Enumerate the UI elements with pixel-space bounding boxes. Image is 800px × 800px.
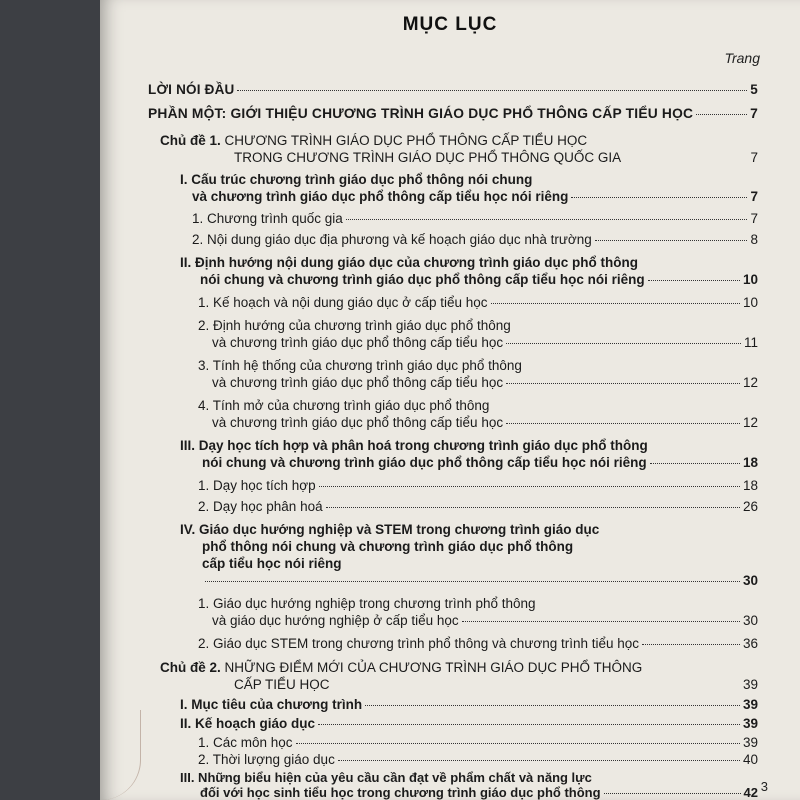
- leader-dots: [365, 705, 740, 706]
- leader-dots: [338, 760, 740, 761]
- toc-entry-title: 2. Giáo dục STEM trong chương trình phổ thông và chương trình tiểu học: [198, 636, 640, 651]
- toc-entry-title: 2. Dạy học phân hoá: [198, 499, 323, 514]
- toc-entry-page: 12: [742, 375, 758, 390]
- toc-entry-title: II. Kế hoạch giáo dục: [180, 716, 316, 731]
- toc-entry-title-line: 2. Định hướng của chương trình giáo dục phổ thông: [198, 318, 511, 333]
- leader-dots: [205, 581, 740, 582]
- toc-entry-title: 2. Thời lượng giáo dục: [198, 752, 335, 767]
- page-column-label: Trang: [724, 50, 760, 66]
- toc-entry-title-line: phổ thông nói chung và chương trình giáo dục phổ thông: [202, 539, 574, 554]
- toc-entry[interactable]: [212, 335, 758, 350]
- toc-entry-page: 18: [742, 455, 758, 470]
- table-of-contents: [100, 0, 800, 800]
- toc-entry-page: 36: [742, 636, 758, 651]
- toc-entry[interactable]: [180, 697, 758, 712]
- toc-entry-title: CẤP TIỂU HỌC: [234, 677, 330, 692]
- leader-dots: [595, 240, 748, 241]
- topic-title-line: NHỮNG ĐIỂM MỚI CỦA CHƯƠNG TRÌNH GIÁO DỤC PHỔ THÔNG: [224, 660, 643, 675]
- toc-entry-title-line: IV. Giáo dục hướng nghiệp và STEM trong chương trình giáo dục: [180, 522, 600, 537]
- toc-entry-page: 39: [742, 716, 758, 731]
- topic-title-line: CHƯƠNG TRÌNH GIÁO DỤC PHỔ THÔNG CẤP TIỂU HỌC: [224, 133, 588, 148]
- toc-entry-title: và chương trình giáo dục phổ thông cấp tiểu học nói riêng: [192, 189, 569, 204]
- toc-entry-title: nói chung và chương trình giáo dục phổ thông cấp tiểu học nói riêng: [202, 455, 647, 470]
- toc-entry-page: 40: [742, 752, 758, 767]
- toc-entry-page: 26: [742, 499, 758, 514]
- toc-entry[interactable]: [212, 375, 758, 390]
- toc-entry-title-line: III. Dạy học tích hợp và phân hoá trong chương trình giáo dục phổ thông: [180, 438, 648, 453]
- page-title: MỤC LỤC: [402, 14, 498, 35]
- toc-entry-title: nói chung và chương trình giáo dục phổ thông cấp tiểu học nói riêng: [200, 272, 645, 287]
- toc-entry-page: 7: [750, 106, 758, 121]
- toc-entry-title-line: cấp tiểu học nói riêng: [202, 556, 342, 571]
- toc-entry[interactable]: [198, 478, 758, 493]
- leader-dots: [642, 644, 740, 645]
- toc-entry-title-line: II. Định hướng nội dung giáo dục của chương trình giáo dục phổ thông: [180, 255, 638, 270]
- toc-entry-title: và chương trình giáo dục phổ thông cấp tiểu học: [212, 415, 504, 430]
- toc-entry[interactable]: [200, 272, 758, 287]
- toc-entry[interactable]: [148, 82, 758, 97]
- leader-dots: [491, 303, 740, 304]
- toc-entry-page: 42: [743, 785, 758, 800]
- toc-entry-page: 30: [742, 573, 758, 588]
- toc-entry-title-line: 4. Tính mở của chương trình giáo dục phổ thông: [198, 398, 490, 413]
- toc-entry[interactable]: [212, 415, 758, 430]
- leader-dots: [237, 90, 747, 91]
- toc-entry[interactable]: [180, 716, 758, 731]
- toc-entry-title: I. Mục tiêu của chương trình: [180, 697, 363, 712]
- toc-entry-title-line: 3. Tính hệ thống của chương trình giáo dục phổ thông: [198, 358, 522, 373]
- toc-entry-page: 10: [742, 272, 758, 287]
- toc-entry-title-line: I. Cấu trúc chương trình giáo dục phổ thông nói chung: [180, 172, 533, 187]
- toc-entry-page: 12: [742, 415, 758, 430]
- toc-entry[interactable]: [234, 150, 758, 165]
- toc-entry-title: và chương trình giáo dục phổ thông cấp tiểu học: [212, 375, 504, 390]
- toc-entry[interactable]: [198, 735, 758, 750]
- leader-dots: [648, 280, 740, 281]
- topic-label: Chủ đề 1.: [160, 133, 221, 148]
- leader-dots: [696, 114, 747, 115]
- toc-entry-page: 7: [750, 150, 758, 165]
- toc-entry[interactable]: [198, 295, 758, 310]
- toc-entry-title: 1. Các môn học: [198, 735, 293, 750]
- toc-entry[interactable]: [212, 613, 758, 628]
- leader-dots: [326, 507, 740, 508]
- toc-entry[interactable]: [200, 785, 758, 800]
- leader-dots: [296, 743, 740, 744]
- toc-entry-page: 39: [742, 735, 758, 750]
- toc-entry[interactable]: [148, 106, 758, 121]
- leader-dots: [318, 724, 740, 725]
- page-number: 3: [760, 779, 768, 794]
- toc-entry-title: 1. Dạy học tích hợp: [198, 478, 316, 493]
- toc-entry-title: đối với học sinh tiểu học trong chương trình giáo dục phổ thông: [200, 785, 601, 800]
- leader-dots: [571, 197, 747, 198]
- toc-entry-title-line: [160, 660, 642, 675]
- leader-dots: [506, 343, 741, 344]
- topic-label: Chủ đề 2.: [160, 660, 221, 675]
- toc-entry-title: và giáo dục hướng nghiệp ở cấp tiểu học: [212, 613, 459, 628]
- toc-entry[interactable]: [192, 232, 758, 247]
- toc-entry-title-line: III. Những biểu hiện của yêu cầu cần đạt về phẩm chất và năng lực: [180, 770, 592, 785]
- toc-entry[interactable]: [198, 636, 758, 651]
- leader-dots: [346, 219, 748, 220]
- toc-entry-title: LỜI NÓI ĐẦU: [148, 82, 235, 97]
- leader-dots: [506, 423, 740, 424]
- toc-entry[interactable]: [192, 211, 758, 226]
- toc-entry[interactable]: [192, 189, 758, 204]
- toc-entry-page: 8: [750, 232, 758, 247]
- toc-entry-page: 7: [750, 211, 758, 226]
- toc-entry[interactable]: [202, 573, 758, 588]
- leader-dots: [604, 793, 741, 794]
- toc-entry-title: TRONG CHƯƠNG TRÌNH GIÁO DỤC PHỔ THÔNG QUỐC GIA: [234, 150, 622, 165]
- toc-entry[interactable]: [202, 455, 758, 470]
- leader-dots: [319, 486, 740, 487]
- toc-entry[interactable]: [234, 677, 758, 692]
- toc-entry-page: 39: [742, 677, 758, 692]
- toc-entry-title-line: [160, 133, 587, 148]
- leader-dots: [462, 621, 740, 622]
- toc-entry-title: 1. Kế hoạch và nội dung giáo dục ở cấp tiểu học: [198, 295, 488, 310]
- toc-entry-title: PHẦN MỘT: GIỚI THIỆU CHƯƠNG TRÌNH GIÁO DỤC PHỔ THÔNG CẤP TIỂU HỌC: [148, 106, 694, 121]
- toc-entry-page: 11: [743, 335, 758, 350]
- toc-entry-page: 39: [742, 697, 758, 712]
- toc-entry[interactable]: [198, 499, 758, 514]
- toc-entry-page: 30: [742, 613, 758, 628]
- toc-entry-title: và chương trình giáo dục phổ thông cấp tiểu học: [212, 335, 504, 350]
- toc-entry-page: 5: [750, 82, 758, 97]
- book-page: [100, 0, 800, 800]
- toc-entry[interactable]: [198, 752, 758, 767]
- toc-entry-title: 2. Nội dung giáo dục địa phương và kế hoạch giáo dục nhà trường: [192, 232, 592, 247]
- toc-entry-page: 18: [742, 478, 758, 493]
- toc-entry-title-line: 1. Giáo dục hướng nghiệp trong chương trình phổ thông: [198, 596, 536, 611]
- leader-dots: [650, 463, 740, 464]
- toc-entry-page: 7: [750, 189, 758, 204]
- leader-dots: [506, 383, 740, 384]
- toc-entry-page: 10: [742, 295, 758, 310]
- toc-entry-title: 1. Chương trình quốc gia: [192, 211, 343, 226]
